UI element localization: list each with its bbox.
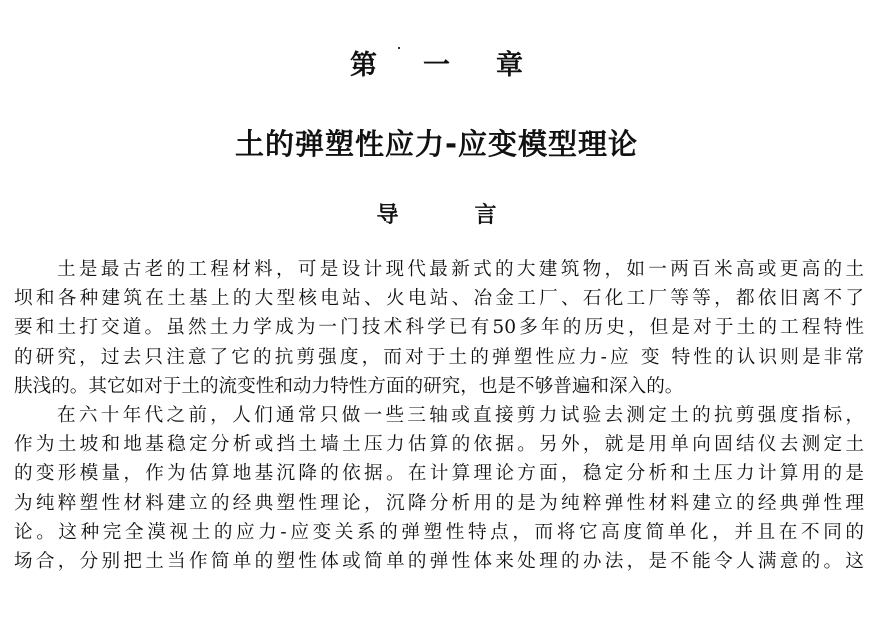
chapter-title: 土的弹塑性应力-应变模型理论 [234, 127, 639, 161]
text-line: 的研究，过去只注意了它的抗剪强度，而对于土的弹塑性应力-应 变 特性的认识则是非常 [14, 346, 864, 368]
text-line: 土是最古老的工程材料，可是设计现代最新式的大建筑物，如一两百米高或更高的土 [57, 259, 864, 280]
body-text [14, 255, 864, 576]
text-line: 作为土坡和地基稳定分析或挡土墙土压力估算的依据。另外，就是用单向固结仪去测定土 [14, 434, 864, 456]
text-line: 要和土打交道。虽然土力学成为一门技术科学已有50多年的历史，但是对于土的工程特性 [14, 317, 864, 339]
text-line: 肤浅的。其它如对于土的流变性和动力特性方面的研究，也是不够普遍和深入的。 [14, 375, 684, 397]
paragraph-2 [14, 401, 864, 576]
text-line: 的变形模量，作为估算地基沉降的依据。在计算理论方面，稳定分析和土压力计算用的是 [14, 463, 864, 485]
chapter-heading: 第一章 [350, 50, 569, 81]
text-line: 为纯粹塑性材料建立的经典塑性理论，沉降分析用的是为纯粹弹性材料建立的经典弹性理 [14, 492, 864, 514]
text-line: 场合，分别把土当作简单的塑性体或简单的弹性体来处理的办法，是不能令人满意的。这 [14, 550, 864, 572]
section-heading: 导言 [376, 203, 573, 228]
paragraph-1 [14, 255, 864, 401]
text-line: 在六十年代之前，人们通常只做一些三轴或直接剪力试验去测定土的抗剪强度指标， [57, 404, 864, 426]
text-line: 坝和各种建筑在土基上的大型核电站、火电站、冶金工厂、石化工厂等等，都依旧离不了 [14, 288, 864, 310]
text-line: 论。这种完全漠视土的应力-应变关系的弹塑性特点，而将它高度简单化，并且在不同的 [14, 521, 864, 543]
